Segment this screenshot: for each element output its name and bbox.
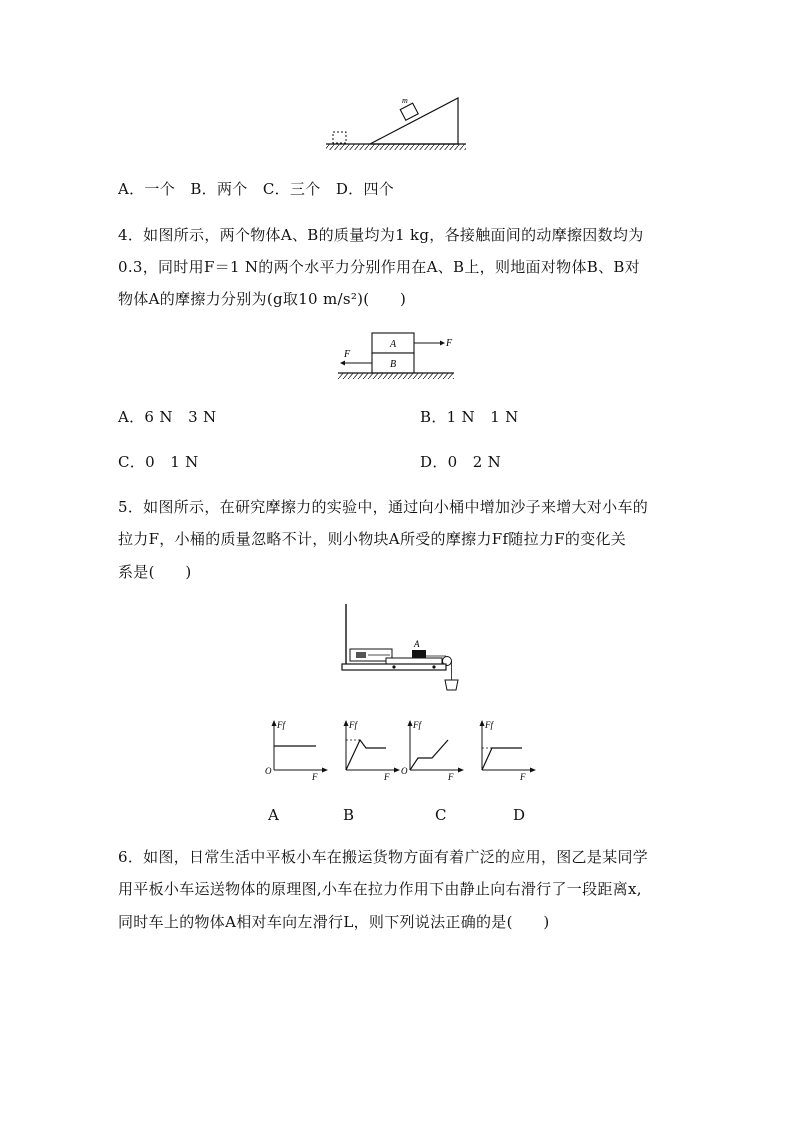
block-a-label: A <box>390 339 397 350</box>
cart-board <box>386 658 442 664</box>
bucket <box>445 680 458 690</box>
ground-hatch <box>326 144 466 150</box>
graph-a-origin: O <box>265 766 272 776</box>
ground-hatch <box>338 373 454 379</box>
graph-b-curve <box>346 740 386 770</box>
graph-caption-a: A <box>268 806 280 824</box>
graph-choice-a <box>262 718 332 782</box>
graph-d-curve <box>482 748 522 770</box>
graph-choice-c <box>398 718 468 782</box>
block-b-label: B <box>390 359 397 370</box>
graph-a-ylabel: Ff <box>277 720 285 730</box>
q4-text-line3: 物体A的摩擦力分别为(g取10 m/s²)( ) <box>118 290 407 308</box>
graph-b-ylabel: Ff <box>349 720 357 730</box>
graph-choice-d <box>470 718 540 782</box>
block-a-label: A <box>414 639 420 649</box>
q6-text-line1: 6．如图，日常生活中平板小车在搬运货物方面有着广泛的应用，图乙是某同学 <box>118 848 649 866</box>
q4-option-b: B．1 N 1 N <box>420 408 519 426</box>
q4-option-d: D．0 2 N <box>420 453 502 471</box>
q3-options: A．一个 B．两个 C．三个 D．四个 <box>118 180 395 198</box>
q5-text-line2: 拉力F，小桶的质量忽略不计，则小物块A所受的摩擦力Ff随拉力F的变化关 <box>118 530 627 548</box>
graph-d-xlabel: F <box>520 772 526 782</box>
graph-c-origin: O <box>401 766 408 776</box>
graph-b-xlabel: F <box>384 772 390 782</box>
dashed-block <box>333 132 346 143</box>
sliding-block <box>400 103 418 120</box>
q5-text-line3: 系是( ) <box>118 563 192 581</box>
graph-caption-b: B <box>343 806 355 824</box>
graph-d-ylabel: Ff <box>485 720 493 730</box>
graph-caption-c: C <box>435 806 447 824</box>
friction-apparatus-figure <box>330 600 466 694</box>
q6-text-line3: 同时车上的物体A相对车向左滑行L，则下列说法正确的是( ) <box>118 913 550 931</box>
force-left-label: F <box>344 349 351 360</box>
stacked-blocks-figure <box>334 330 458 384</box>
force-right-label: F <box>446 338 453 349</box>
graph-c-curve <box>410 740 448 770</box>
q6-text-line2: 用平板小车运送物体的原理图,小车在拉力作用下由静止向右滑行了一段距离x, <box>118 880 642 898</box>
graph-a-xlabel: F <box>312 772 318 782</box>
block-a <box>412 650 426 658</box>
q4-option-a: A．6 N 3 N <box>118 408 217 426</box>
graph-c-ylabel: Ff <box>413 720 421 730</box>
q4-text-line1: 4．如图所示，两个物体A、B的质量均为1 kg，各接触面间的动摩擦因数均为 <box>118 226 644 244</box>
q5-text-line1: 5．如图所示，在研究摩擦力的实验中，通过向小桶中增加沙子来增大对小车的 <box>118 498 649 516</box>
block-mass-label: m <box>402 96 408 105</box>
q4-text-line2: 0.3，同时用F＝1 N的两个水平力分别作用在A、B上，则地面对物体B、B对 <box>118 258 641 276</box>
incline-figure <box>318 92 470 156</box>
graph-caption-d: D <box>513 806 526 824</box>
graph-choice-b <box>334 718 404 782</box>
q4-option-c: C．0 1 N <box>118 453 199 471</box>
graph-c-xlabel: F <box>448 772 454 782</box>
